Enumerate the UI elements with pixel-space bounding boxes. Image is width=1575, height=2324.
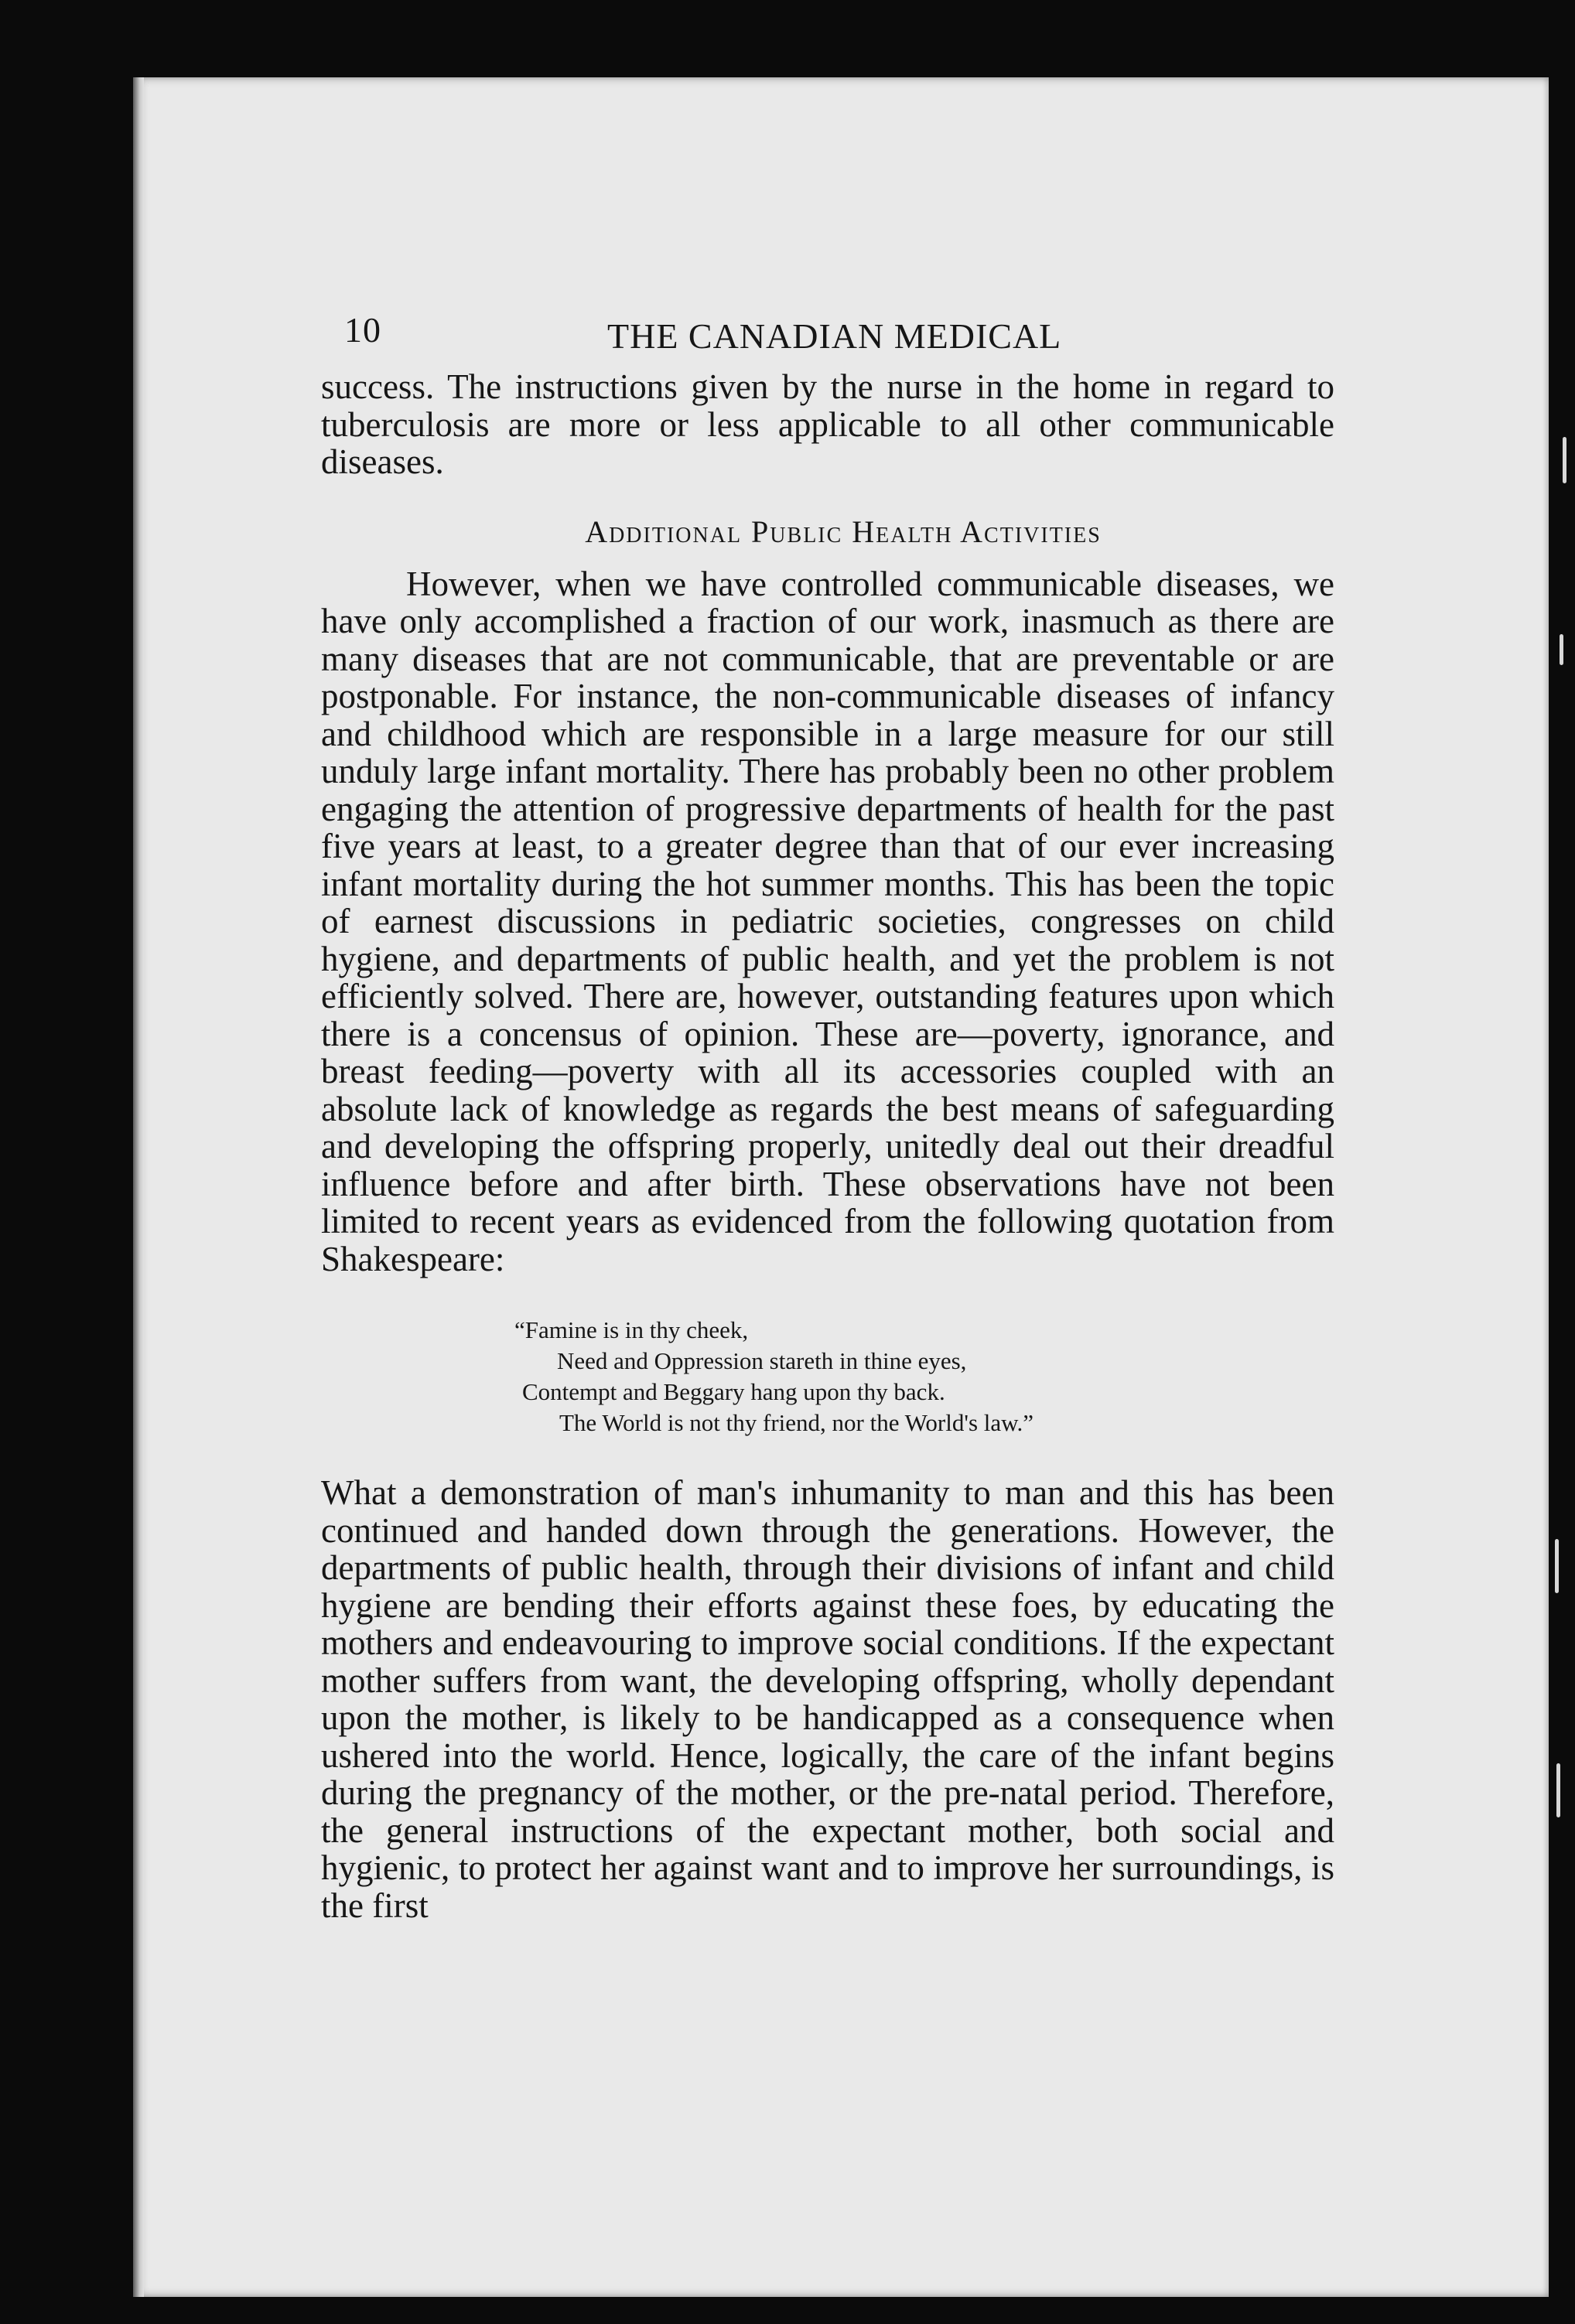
- running-title: THE CANADIAN MEDICAL: [607, 316, 1062, 356]
- opening-paragraph: success. The instructions given by the nurse in the home in regard to tuberculosis are more or less applicable to all other communicable diseases.: [321, 367, 1334, 481]
- quotation-line: The World is not thy friend, nor the World's law.”: [559, 1409, 1034, 1436]
- page-binding-edge: [133, 77, 144, 2297]
- scan-artifact: [1556, 1763, 1560, 1817]
- closing-paragraph: What a demonstration of man's inhumanity to man and this has been continued and handed down through the generations. However, the departments of public health, through their divisions of infant and child hygiene are bending their efforts against these foes, by educating the mothers and endeavouring to improve social conditions. If the expectant mother suffers from want, the developing offspring, wholly dependant upon the mother, is likely to be handicapped as a consequence when ushered into the world. Hence, logically, the care of the infant begins during the pregnancy of the mother, or the pre-natal period. Therefore, the general instructions of the expectant mother, both social and hygienic, to protect her against want and to improve her surroundings, is the first: [321, 1473, 1334, 1925]
- running-head: [321, 309, 1334, 363]
- quotation-line: Need and Oppression stareth in thine eyes,: [557, 1347, 967, 1374]
- section-heading: Additional Public Health Activities: [585, 514, 1102, 549]
- quotation-line: “Famine is in thy cheek,: [514, 1316, 749, 1343]
- page-number: 10: [344, 310, 381, 350]
- main-paragraph: However, when we have controlled communicable diseases, we have only accomplished a fraction of our work, inasmuch as there are many diseases that are not communicable, that are preventable or are postponable. For instance, the non-communicable diseases of infancy and childhood which are responsible in a large measure for our still unduly large infant mortality. There has probably been no other problem engaging the attention of progressive departments of health for the past five years at least, to a greater degree than that of our ever increasing infant mortality during the hot summer months. This has been the topic of earnest discussions in pediatric societies, congresses on child hygiene, and departments of public health, and yet the problem is not efficiently solved. There are, however, outstanding features upon which there is a concensus of opinion. These are—poverty, ignorance, and breast feeding—poverty with all its accessories coupled with an absolute lack of knowledge as regards the best means of safeguarding and developing the offspring properly, unitedly deal out their dreadful influence before and after birth. These observations have not been limited to recent years as evidenced from the following quotation from Shakespeare:: [321, 564, 1334, 1278]
- quotation-line: Contempt and Beggary hang upon thy back.: [522, 1378, 945, 1405]
- scan-artifact: [1563, 437, 1566, 483]
- scan-artifact: [1560, 634, 1563, 665]
- scan-artifact: [1555, 1539, 1559, 1593]
- shakespeare-quotation: [514, 1315, 1334, 1438]
- page-content: [321, 309, 1334, 1924]
